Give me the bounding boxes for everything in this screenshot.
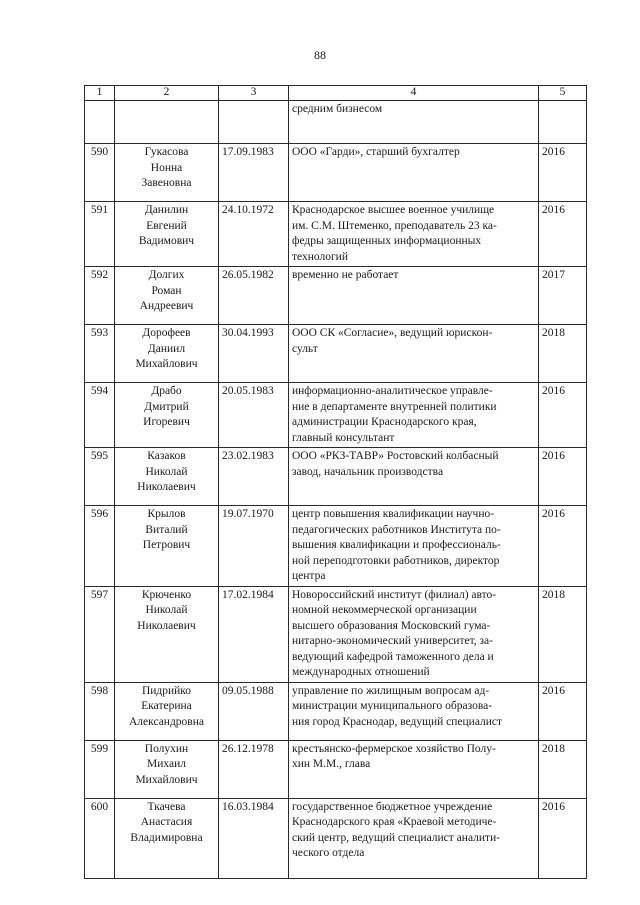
- workplace-line: ние в департаменте внутренней политики: [292, 400, 497, 413]
- person-name: [115, 740, 219, 798]
- workplace-line: им. С.М. Штеменко, преподаватель 23 ка-: [292, 219, 497, 232]
- table-row: [85, 586, 587, 682]
- workplace-line: педагогических работников Института по-: [292, 523, 501, 536]
- workplace-line: ведующий кафедрой таможенного дела и: [292, 650, 494, 663]
- table-row: [85, 506, 587, 587]
- workplace-position: [289, 682, 539, 740]
- workplace-position: [289, 506, 539, 587]
- person-name-part: Михайлович: [135, 358, 198, 370]
- person-name-part: Игоревич: [143, 416, 190, 428]
- person-name-part: Долгих: [148, 269, 185, 281]
- workplace-line: высшего образования Московский гума-: [292, 619, 491, 632]
- birth-date: 20.05.1983: [219, 383, 289, 448]
- cell-empty: [85, 101, 115, 144]
- workplace-line: администрации Краснодарского края,: [292, 416, 477, 428]
- workplace-line: центр повышения квалификации научно-: [292, 508, 495, 520]
- year-value: 2016: [539, 202, 587, 267]
- workplace-line: вышения квалификации и профессиональ-: [292, 539, 501, 551]
- workplace-line: крестьянско-фермерское хозяйство Полу-: [292, 742, 496, 755]
- workplace-line: сульт: [292, 342, 318, 355]
- person-name-part: Николай: [145, 604, 188, 616]
- row-number: 598: [85, 682, 115, 740]
- person-name-part: Вадимович: [138, 235, 195, 247]
- workplace-line: ческого отдела: [292, 847, 365, 859]
- table-row: [85, 267, 587, 325]
- workplace-line: ной переподготовки работников, директор: [292, 554, 500, 567]
- column-header-name: 2: [115, 86, 219, 101]
- row-number: 594: [85, 383, 115, 448]
- row-number: 597: [85, 586, 115, 682]
- workplace-line: главный консультант: [292, 431, 395, 444]
- person-name-part: Михайлович: [135, 773, 198, 786]
- workplace-position: [289, 740, 539, 798]
- workplace-position: [289, 798, 539, 878]
- year-value: 2018: [539, 740, 587, 798]
- person-name-part: Анастасия: [140, 816, 193, 828]
- workplace-line: федры защищенных информационных: [292, 235, 482, 247]
- person-name-part: Александровна: [129, 715, 204, 728]
- person-name-part: Николаевич: [137, 481, 196, 493]
- workplace-line: ский центр, ведущий специалист аналити-: [292, 831, 501, 844]
- person-name-part: Петрович: [142, 539, 191, 551]
- row-number: 593: [85, 325, 115, 383]
- person-name: [115, 267, 219, 325]
- birth-date: 17.02.1984: [219, 586, 289, 682]
- person-name-part: Полухин: [144, 742, 189, 755]
- birth-date: 26.05.1982: [219, 267, 289, 325]
- workplace-position: [289, 448, 539, 506]
- year-value: 2016: [539, 383, 587, 448]
- person-name-part: Андреевич: [139, 300, 194, 312]
- person-name-part: Гукасова: [144, 146, 189, 158]
- person-name: [115, 325, 219, 383]
- person-name-part: Нонна: [150, 161, 183, 174]
- workplace-line: хин М.М., глава: [292, 758, 371, 770]
- year-value: 2016: [539, 144, 587, 202]
- birth-date: 24.10.1972: [219, 202, 289, 267]
- table-row: [85, 383, 587, 448]
- person-name: [115, 506, 219, 587]
- workplace-line: международных отношений: [292, 666, 430, 678]
- column-header-number: 1: [85, 86, 115, 101]
- row-number: 596: [85, 506, 115, 587]
- table-row: [85, 144, 587, 202]
- person-name-part: Роман: [151, 284, 182, 297]
- registry-table: [84, 85, 587, 879]
- birth-date: 19.07.1970: [219, 506, 289, 587]
- year-value: 2016: [539, 682, 587, 740]
- workplace-line: номной некоммерческой организации: [292, 604, 477, 616]
- workplace-position: [289, 202, 539, 267]
- workplace-line: ООО «РКЗ-ТАВР» Ростовский колбасный: [292, 450, 499, 462]
- row-number: 591: [85, 202, 115, 267]
- column-header-date: 3: [219, 86, 289, 101]
- person-name-part: Завеновна: [141, 177, 192, 189]
- person-name-part: Виталий: [145, 523, 188, 536]
- table-row: [85, 798, 587, 878]
- cell-empty: [539, 101, 587, 144]
- row-number: 590: [85, 144, 115, 202]
- workplace-line: управление по жилищным вопросам ад-: [292, 684, 490, 697]
- person-name-part: Дорофеев: [142, 327, 191, 339]
- workplace-line: завод, начальник производства: [292, 465, 444, 478]
- birth-date: 17.09.1983: [219, 144, 289, 202]
- birth-date: 26.12.1978: [219, 740, 289, 798]
- cell-empty: [115, 101, 219, 144]
- person-name-part: Драбо: [151, 385, 182, 397]
- row-number: 592: [85, 267, 115, 325]
- workplace-line: ния город Краснодар, ведущий специалист: [292, 715, 503, 728]
- person-name-part: Николаевич: [137, 619, 196, 632]
- person-name: [115, 448, 219, 506]
- year-value: 2017: [539, 267, 587, 325]
- workplace-position: [289, 586, 539, 682]
- person-name-part: Пидрийко: [141, 684, 192, 697]
- person-name-part: Крылов: [147, 508, 186, 520]
- column-header-workplace: 4: [289, 86, 539, 101]
- table-row: [85, 448, 587, 506]
- column-header-year: 5: [539, 86, 587, 101]
- workplace-line: центра: [292, 570, 326, 582]
- workplace-position: [289, 144, 539, 202]
- person-name-part: Дмитрий: [144, 400, 189, 413]
- person-name-part: Евгений: [146, 219, 187, 232]
- workplace-line: министрации муниципального образова-: [292, 700, 493, 712]
- row-number: 600: [85, 798, 115, 878]
- workplace-line: государственное бюджетное учреждение: [292, 800, 493, 813]
- person-name-part: Николай: [145, 465, 188, 478]
- workplace-line: Новороссийский институт (филиал) авто-: [292, 588, 497, 601]
- workplace-line: технологий: [292, 250, 348, 263]
- birth-date: 30.04.1993: [219, 325, 289, 383]
- table-header-row: [85, 86, 587, 101]
- workplace-position: [289, 383, 539, 448]
- workplace-line: Краснодарское высшее военное училище: [292, 204, 495, 216]
- birth-date: 23.02.1983: [219, 448, 289, 506]
- person-name-part: Ткачева: [147, 800, 186, 813]
- person-name: [115, 383, 219, 448]
- person-name-part: Михаил: [147, 758, 186, 770]
- workplace-line: ООО «Гарди», старший бухгалтер: [292, 146, 460, 158]
- table-row: [85, 682, 587, 740]
- workplace-line: ООО СК «Согласие», ведущий юрискон-: [292, 327, 493, 339]
- person-name: [115, 586, 219, 682]
- continuation-text: средним бизнесом: [289, 101, 539, 144]
- continuation-row: [85, 101, 587, 144]
- birth-date: 09.05.1988: [219, 682, 289, 740]
- cell-empty: [219, 101, 289, 144]
- person-name-part: Данилин: [144, 204, 189, 216]
- row-number: 599: [85, 740, 115, 798]
- table-row: [85, 740, 587, 798]
- year-value: 2016: [539, 506, 587, 587]
- year-value: 2018: [539, 586, 587, 682]
- person-name-part: Даниил: [147, 342, 186, 355]
- year-value: 2016: [539, 448, 587, 506]
- person-name-part: Крюченко: [141, 588, 192, 601]
- page-number: 88: [314, 48, 326, 62]
- person-name: [115, 798, 219, 878]
- person-name: [115, 144, 219, 202]
- person-name-part: Казаков: [147, 450, 186, 462]
- person-name: [115, 682, 219, 740]
- table-row: [85, 202, 587, 267]
- person-name-part: Владимировна: [130, 831, 203, 844]
- workplace-line: информационно-аналитическое управле-: [292, 385, 493, 397]
- birth-date: 16.03.1984: [219, 798, 289, 878]
- year-value: 2018: [539, 325, 587, 383]
- workplace-position: [289, 267, 539, 325]
- person-name-part: Екатерина: [141, 700, 192, 712]
- workplace-position: [289, 325, 539, 383]
- workplace-line: Краснодарского края «Краевой методиче-: [292, 816, 497, 828]
- workplace-line: нитарно-экономический университет, за-: [292, 635, 493, 647]
- workplace-line: временно не работает: [292, 269, 399, 281]
- person-name: [115, 202, 219, 267]
- year-value: 2016: [539, 798, 587, 878]
- row-number: 595: [85, 448, 115, 506]
- table-row: [85, 325, 587, 383]
